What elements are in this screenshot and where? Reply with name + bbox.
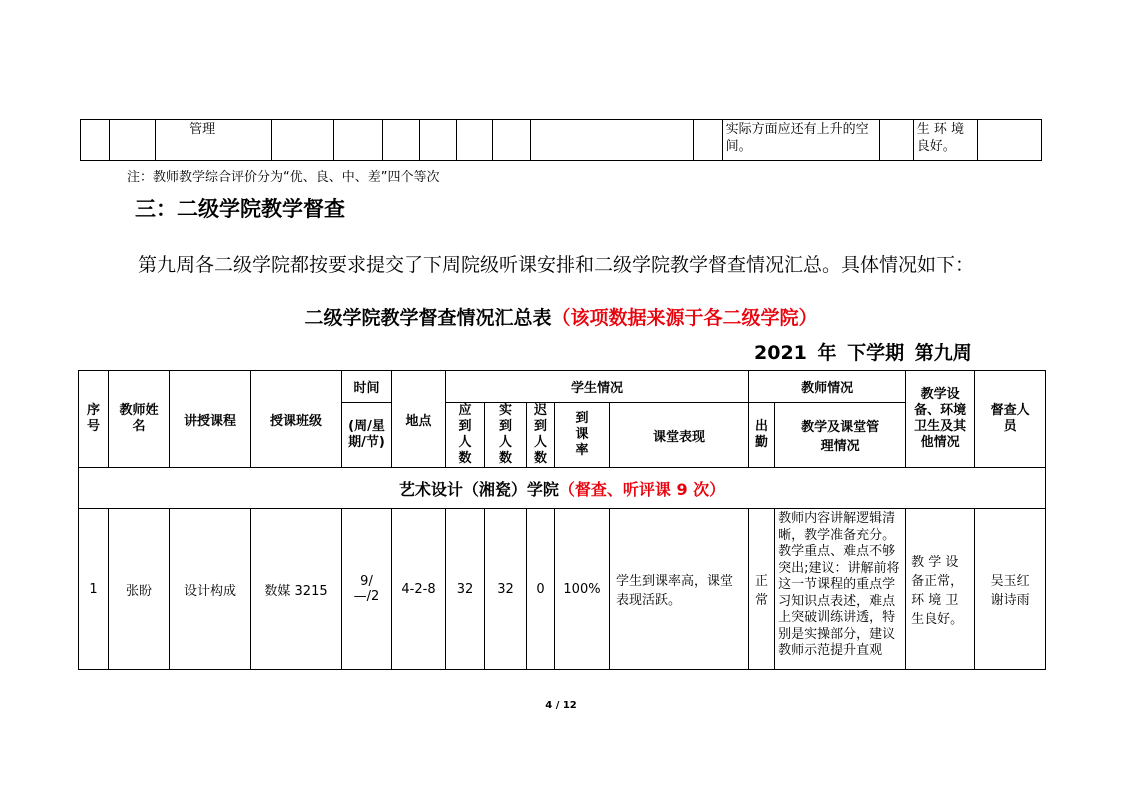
header-expected: 应到人数 [446,403,485,468]
page-number: 4 / 12 [545,700,577,711]
college-name: 艺术设计（湘瓷）学院 [398,479,559,499]
college-count: （督查、听评课 9 次） [558,479,726,499]
header-management: 教学及课堂管理情况 [775,403,906,468]
evaluation-note: 注：教师教学综合评价分为“优、良、中、差”四个等次 [127,170,440,185]
term-label: 2021 年 下学期 第九周 [754,342,972,364]
previous-table-fragment [80,119,1042,161]
college-row [79,468,1046,509]
inspection-summary-table [78,370,1046,670]
cell-management: 管理 [156,120,272,161]
table-title-main: 二级学院教学督查情况汇总表 [304,307,552,329]
header-inspectors: 督查人员 [975,371,1046,468]
intro-paragraph: 第九周各二级学院都按要求提交了下周院级听课安排和二级学院教学督查情况汇总。具体情况如下： [138,254,975,276]
table-row [79,509,1046,670]
cell-performance: 学生到课率高，课堂表现活跃。 [610,509,749,670]
cell-class: 数媒 3215 [251,509,342,670]
college-cell [79,468,1046,509]
header-row-1 [79,371,1046,403]
cell-inspectors: 吴玉红谢诗雨 [975,509,1046,670]
cell-late: 0 [527,509,555,670]
cell-course: 设计构成 [170,509,251,670]
header-teacher: 教师姓名 [109,371,170,468]
header-time-sub: (周/星期/节) [342,403,392,468]
header-seq: 序号 [79,371,109,468]
header-place: 地点 [392,371,446,468]
header-time: 时间 [342,371,392,403]
header-students: 学生情况 [446,371,749,403]
header-rate: 到课率 [555,403,610,468]
table-title [0,303,1122,330]
cell-note: 实际方面应还有上升的空间。 [722,120,879,161]
cell-time: 9/—/2 [342,509,392,670]
cell-teacher: 张盼 [109,509,170,670]
header-teacher-status: 教师情况 [749,371,906,403]
header-class: 授课班级 [251,371,342,468]
cell-seq: 1 [79,509,109,670]
cell-place: 4-2-8 [392,509,446,670]
header-facilities: 教学设备、环境卫生及其他情况 [906,371,975,468]
header-course: 讲授课程 [170,371,251,468]
cell-expected: 32 [446,509,485,670]
table-row [81,120,1042,161]
table-title-source: （该项数据来源于各二级学院） [551,307,818,329]
cell-facilities: 教 学 设 备正常，环 境 卫 生良好。 [906,509,975,670]
cell-management: 教师内容讲解逻辑清晰，教学准备充分。教学重点、难点不够突出;建议：讲解前将这一节课程的重点学习知识点表述，难点上突破训练讲透，特别是实操部分，建议教师示范提升直观 [775,509,906,670]
header-actual: 实到人数 [485,403,527,468]
section-heading: 三：二级学院教学督查 [135,197,345,221]
header-performance: 课堂表现 [610,403,749,468]
header-late: 迟到人数 [527,403,555,468]
header-attendance: 出勤 [749,403,775,468]
cell-attendance: 正常 [749,509,775,670]
cell-env: 生 环 境 良好。 [913,120,977,161]
cell-actual: 32 [485,509,527,670]
cell-rate: 100% [555,509,610,670]
